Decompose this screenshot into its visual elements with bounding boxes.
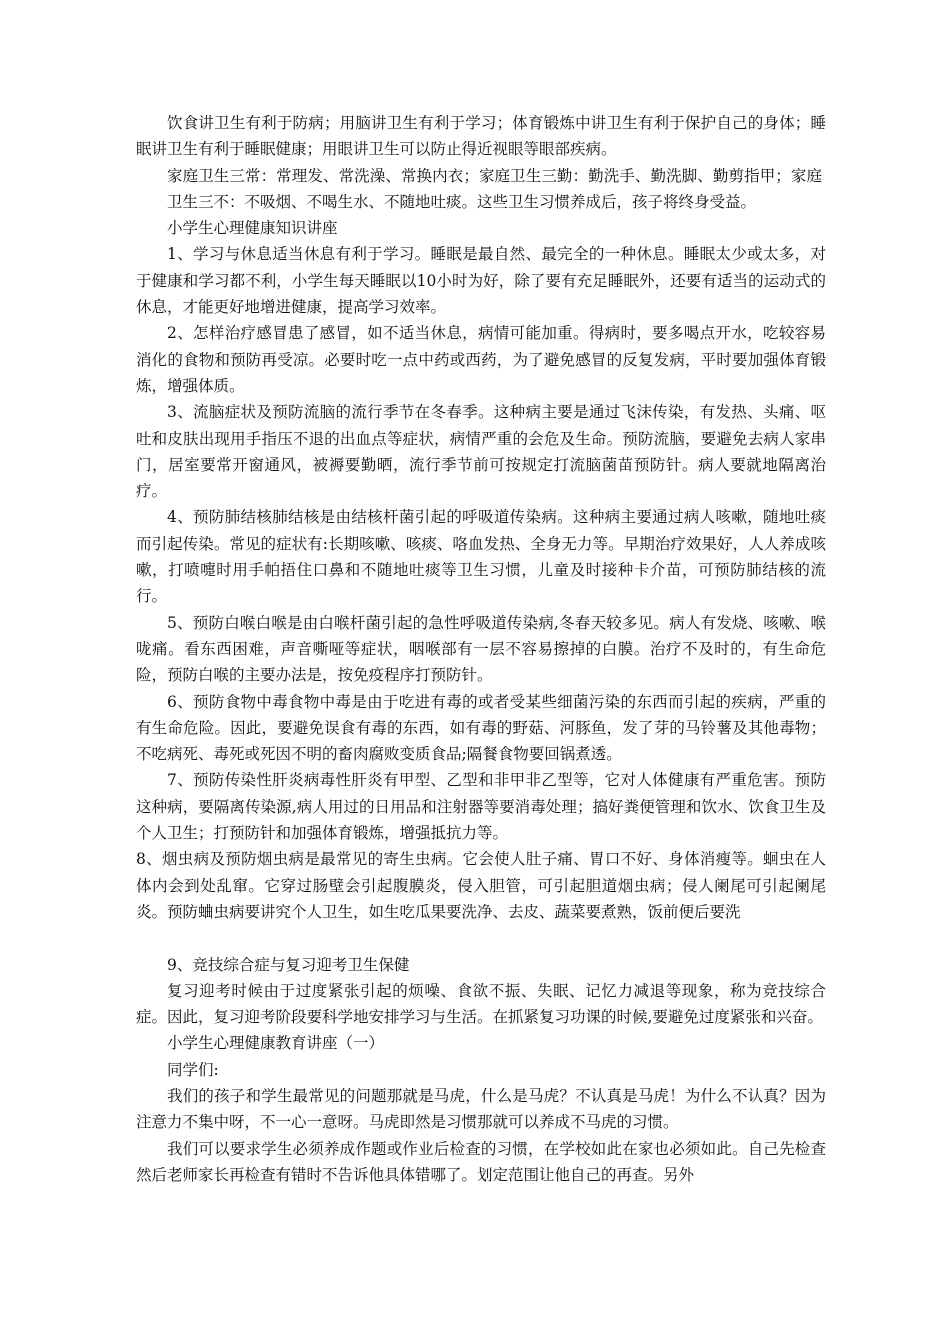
- section-heading-lecture-1: 小学生心理健康教育讲座（一）: [167, 1034, 385, 1053]
- paragraph-item-5: 5、预防白喉白喉是由白喉杆菌引起的急性呼吸道传染病,冬春天较多见。病人有发烧、咳嗽、喉咙痛。看东西困难，声音嘶哑等症状，咽喉部有一层不容易擦掉的白膜。治疗不及时的，有生命危险，预防白喉的主要办法是，按免疫程序打预防针。: [136, 613, 826, 685]
- salutation: 同学们:: [167, 1060, 219, 1079]
- paragraph-item-3: 3、流脑症状及预防流脑的流行季节在冬春季。这种病主要是通过飞沫传染，有发热、头痛、呕吐和皮肤出现用手指压不退的出血点等症状，病情严重的会危及生命。预防流脑，要避免去病人家串门，居室要常开窗通风，被褥要勤晒，流行季节前可按规定打流脑菌苗预防针。病人要就地隔离治疗。: [136, 403, 826, 501]
- paragraph-checking-habit: 我们可以要求学生必须养成作题或作业后检查的习惯，在学校如此在家也必须如此。自己先检查然后老师家长再检查有错时不告诉他具体错哪了。划定范围让他自己的再查。另外: [136, 1139, 826, 1184]
- paragraph-item-8: 8、烟虫病及预防烟虫病是最常见的寄生虫病。它会使人肚子痛、胃口不好、身体消瘦等。蛔虫在人体内会到处乱窜。它穿过肠壁会引起腹膜炎，侵入胆管，可引起胆道烟虫病；侵人阑尾可引起阑尾炎。预防蛐虫病要讲究个人卫生，如生吃瓜果要洗净、去皮、蔬菜要煮熟，饭前便后要洗: [136, 850, 826, 921]
- paragraph-carelessness: 我们的孩子和学生最常见的问题那就是马虎，什么是马虎？不认真是马虎！为什么不认真？因为注意力不集中呀，不一心一意呀。马虎即然是习惯那就可以养成不马虎的习惯。: [136, 1086, 826, 1132]
- paragraph-item-4: 4、预防肺结核肺结核是由结核杆菌引起的呼吸道传染病。这种病主要通过病人咳嗽，随地吐痰而引起传染。常见的症状有:长期咳嗽、咳痰、咯血发热、全身无力等。早期治疗效果好，人人养成咳嗽，打喷嚏时用手帕捂住口鼻和不随地吐痰等卫生习惯，儿童及时接种卡介苗，可预防肺结核的流行。: [136, 508, 826, 606]
- paragraph-item-6: 6、预防食物中毒食物中毒是由于吃进有毒的或者受某些细菌污染的东西而引起的疾病，严重的有生命危险。因此，要避免误食有毒的东西，如有毒的野菇、河豚鱼，发了芽的马铃薯及其他毒物；不吃病死、毒死或死因不明的畜肉腐败变质食品;隔餐食物要回锅煮透。: [136, 692, 826, 764]
- blank-line: [136, 925, 826, 951]
- document-body: [136, 110, 826, 1188]
- paragraph-hygiene-benefits: 饮食讲卫生有利于防病；用脑讲卫生有利于学习；体育锻炼中讲卫生有利于保护自己的身体；睡眠讲卫生有利于睡眠健康；用眼讲卫生可以防止得近视眼等眼部疾病。: [136, 114, 826, 159]
- paragraph-family-hygiene: 家庭卫生三常：常理发、常洗澡、常换内衣；家庭卫生三勤：勤洗手、勤洗脚、勤剪指甲；家庭卫生三不：不吸烟、不喝生水、不随地吐痰。这些卫生习惯养成后，孩子将终身受益。: [167, 166, 822, 211]
- paragraph-item-1: 1、学习与休息适当休息有利于学习。睡眠是最自然、最完全的一种休息。睡眠太少或太多，对于健康和学习都不利，小学生每天睡眠以10小时为好，除了要有充足睡眠外，还要有适当的运动式的休息，才能更好地增进健康，提高学习效率。: [136, 245, 826, 317]
- section-heading-item-9: 9、竞技综合症与复习迎考卫生保健: [167, 955, 410, 974]
- paragraph-item-2: 2、怎样治疗感冒患了感冒，如不适当休息，病情可能加重。得病时，要多喝点开水，吃较容易消化的食物和预防再受凉。必要时吃一点中药或西药，为了避免感冒的反复发病，平时要加强体育锻炼，增强体质。: [136, 324, 826, 395]
- paragraph-item-7: 7、预防传染性肝炎病毒性肝炎有甲型、乙型和非甲非乙型等，它对人体健康有严重危害。预防这种病，要隔离传染源,病人用过的日用品和注射器等要消毒处理；搞好粪便管理和饮水、饮食卫生及个人卫生；打预防针和加强体育锻炼，增强抵抗力等。: [136, 771, 826, 843]
- section-heading-mental-health: 小学生心理健康知识讲座: [167, 219, 338, 238]
- paragraph-exam-stress: 复习迎考时候由于过度紧张引起的烦噪、食欲不振、失眠、记忆力减退等现象，称为竞技综合症。因此，复习迎考阶段要科学地安排学习与生活。在抓紧复习功课的时候,要避免过度紧张和兴奋。: [136, 981, 826, 1027]
